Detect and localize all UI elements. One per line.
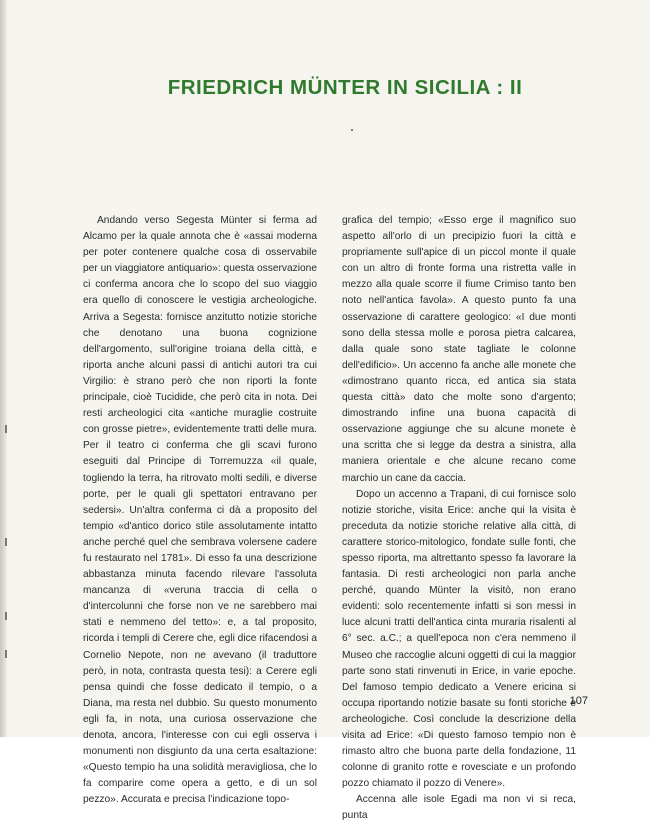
left-text-column (83, 213, 317, 808)
paragraph: Dopo un accenno a Trapani, di cui fornisce solo notizie storiche, visita Erice: anche qui la visita è preceduta da notizie storiche relative alla città, di carattere storico-mitologico, fondate sulle fonti, che spesso riporta, ma altrettanto spesso fa lavorare la fantasia. Di resti archeologici non parla anche perché, quando Münter la visitò, non erano evidenti: solo recentemente infatti si son messi in luce alcuni tratti dell'antica cinta muraria risalenti al 6° sec. a.C.; a quell'epoca non c'era nemmeno il Museo che raccoglie alcuni oggetti di cui la maggior parte sono stati rinvenuti in Erice, in varie epoche. Del famoso tempio dedicato a Venere ericina si occupa riportando notizie basate su fonti storiche e archeologiche. Così conclude la descrizione della visita ad Erice: «Di questo famoso tempio non è rimasto altro che buona parte della fondazione, 11 colonne di granito rotte e rovesciate e un profondo pozzo chiamato il pozzo di Venere». (342, 488, 576, 790)
paper-speck (351, 129, 353, 131)
binding-mark (5, 650, 7, 658)
binding-mark (5, 612, 7, 620)
page-binding-edge (0, 0, 7, 737)
page-number: 107 (569, 695, 588, 707)
right-text-column (342, 213, 576, 825)
binding-mark (5, 538, 7, 546)
article-title: FRIEDRICH MÜNTER IN SICILIA : II (167, 75, 523, 99)
paragraph: Andando verso Segesta Münter si ferma ad Alcamo per la quale annota che è «assai moderna per poter contenere qualche cosa di osservabile per un viaggiatore antiquario»: questa osservazione ci conferma ancora che lo scopo del suo viaggio era quello di conoscere le vestigia archeologiche. Arriva a Segesta: fornisce anzitutto notizie storiche che denotano una buona cognizione dell'argomento, sull'origine troiana della città, e riporta anche alcuni passi di antichi autori tra cui Virgilio: è strano però che non riporti la fonte principale, cioè Tucidide, che però cita in nota. Dei resti archeologici cita «antiche muraglie costruite con grosse pietre», evidentemente tratti delle mura. Per il teatro ci conferma che gli scavi furono eseguiti dal Principe di Torremuzza «il quale, togliendo la terra, ha ritrovato molti sedili, e diverse porte, per le quali gli spettatori entravano per sedersi». Un'altra conferma ci dà a proposito del tempio «d'antico dorico stile assolutamente intatto anche perché quel che sembrava volersene cadere fu restaurato nel 1781». Di esso fa una descrizione abbastanza minuta facendo rilevare l'assoluta mancanza di «veruna traccia di cella o d'intercolunni che forse non ve ne sarebbero mai stati e nemmeno del tetto»: e, a tal proposito, ricorda i templi di Cerere che, egli dice rifacendosi a Cornelio Nepote, non ne avevano (il traduttore però, in nota, contrasta questa tesi): a Cerere egli pensa quindi che fosse dedicato il tempio, o a Diana, ma resta nel dubbio. Su questo monumento egli fa, in nota, una curiosa osservazione che denota, ancora, l'interesse con cui egli osserva i monumenti non disgiunto da una certa esaltazione: «Questo tempio ha una solidità meravigliosa, che lo fa comparire come opera a getto, e di un sol pezzo». Accurata e precisa l'indicazione topo- (83, 215, 317, 806)
binding-mark (5, 425, 7, 433)
paragraph: Accenna alle isole Egadi ma non vi si reca, punta (342, 794, 576, 822)
paragraph: grafica del tempio; «Esso erge il magnifico suo aspetto all'orlo di un precipizio fuori la città e propriamente sull'apice di un piccol monte il quale con un altro di fronte forma una ristretta valle in mezzo alla quale scorre il fiume Crimiso tanto ben noto nell'antica favola». A questo punto fa una osservazione di carattere geologico: «I due monti sono della stessa molle e porosa pietra calcarea, dalla quale sono state tagliate le colonne dell'edificio». Un accenno fa anche alle monete che «dimostrano quanto ricca, ed antica sia stata questa città» dato che molte sono d'argento; dimostrando infine una buona capacità di osservazione aggiunge che su alcune monete è una scritta che si legge da destra a sinistra, alla maniera orientale e che alcune recano come marchio un cane da caccia. (342, 215, 576, 484)
